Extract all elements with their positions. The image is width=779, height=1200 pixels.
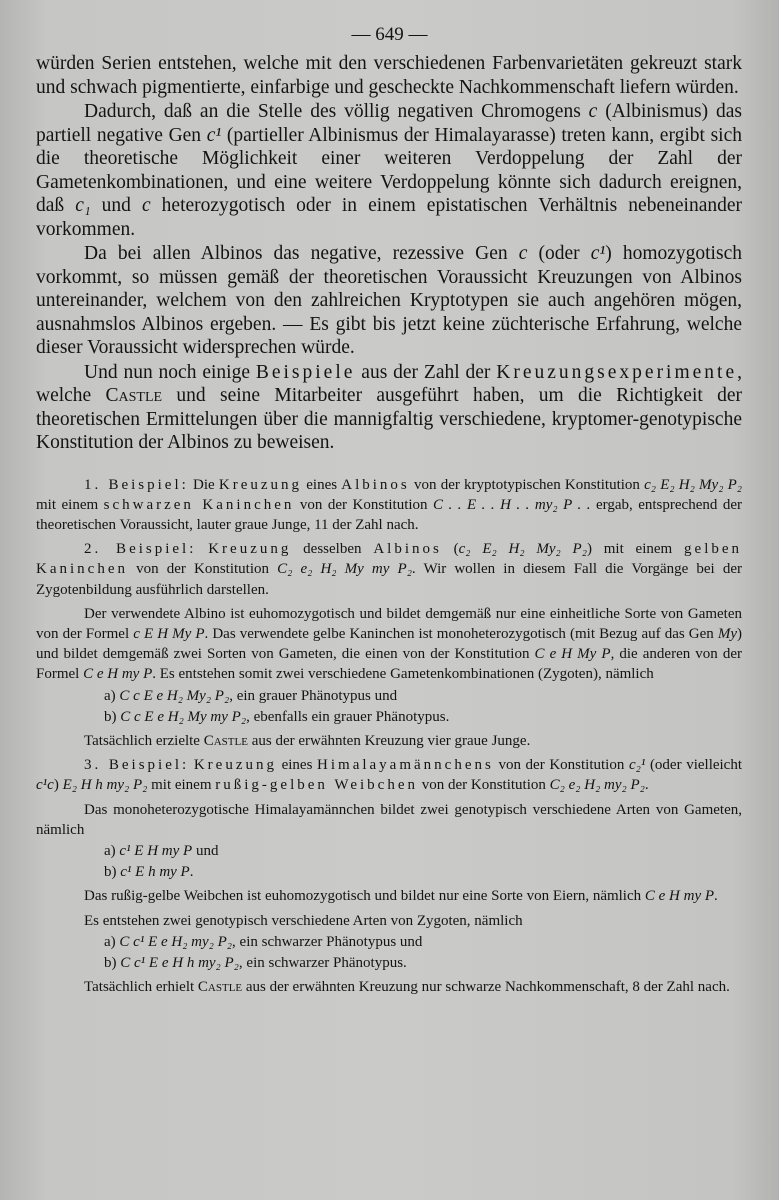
- item-label: b): [104, 708, 121, 725]
- text-run: von der Konstitution: [417, 777, 550, 794]
- spaced-emphasis: Himalayamännchens: [317, 757, 494, 774]
- text-run: von der kryptotypischen Konstitution: [409, 476, 645, 493]
- list-item: [36, 862, 742, 882]
- example-3-gametes: Das monoheterozygotische Himalayamännchen bildet zwei genotypisch verschiedene Arten von Gameten, nämlich: [36, 801, 742, 838]
- page-number: — 649 —: [351, 24, 428, 45]
- page-body: [36, 52, 742, 997]
- gene-symbol: c¹c: [36, 777, 54, 794]
- text-run: (partieller Albinismus der Himalayarasse) treten kann, ergibt sich die theoretische Möglichkeit einer weiteren Verdoppelung der Zahl der Gametenkombinationen, und eine weitere Verdoppelung könnte sich dadurch ereignen, daß: [36, 124, 742, 216]
- genotype-formula: c₂ E₂ H₂ My₂ P₂: [458, 541, 587, 558]
- text-run: Die: [188, 476, 219, 493]
- author-name: Castle: [197, 979, 243, 996]
- text-run: ergab, entsprechend der theoretischen Voraussicht, lauter graue Junge, 11 der Zahl nach.: [36, 496, 742, 533]
- text-run: (: [441, 541, 459, 558]
- text-run: ) homozygotisch vorkommt, so müssen gemäß der theoretischen Voraussicht Kreuzungen von Albinos untereinander, welchem von den zahlreichen Kryptotypen sie auch angehören mögen, ausnahmslos Albinos ergeben. — Es gibt bis jetzt keine züchterische Erfahrung, welche dieser Voraussicht widersprechen würde.: [36, 243, 742, 358]
- example-3-female: [36, 886, 742, 906]
- paragraph-1: würden Serien entstehen, welche mit den verschiedenen Farbenvarietäten gekreuzt stark und schwach pigmentierte, einfarbige und gescheckte Nachkommenschaft liefern würden.: [36, 53, 742, 98]
- example-label: 1. Beispiel:: [84, 476, 189, 493]
- text-run: mit einem: [147, 777, 216, 794]
- example-3-result: [36, 977, 742, 997]
- paragraph-3: [36, 242, 742, 360]
- gene-symbol: c: [588, 101, 598, 122]
- text-run: Und nun noch einige: [84, 361, 256, 383]
- genotype-formula: C e H my P: [644, 888, 715, 905]
- genotype-formula: C c E e H₂ My my P₂: [120, 708, 247, 725]
- example-3-zygotes: Es entstehen zwei genotypisch verschiedene Arten von Zygoten, nämlich: [84, 912, 523, 929]
- text-run: ): [53, 777, 63, 794]
- text-run: desselben: [291, 541, 374, 558]
- gene-symbol: My: [717, 625, 738, 642]
- genotype-formula: C . . E . . H . . my₂ P . .: [433, 496, 591, 513]
- text-run: und: [192, 842, 219, 859]
- text-run: .: [644, 777, 649, 794]
- example-2-gametes: [36, 604, 742, 685]
- list-item: [36, 707, 742, 727]
- gene-symbol: c¹: [590, 243, 606, 264]
- example-2-result: [36, 731, 742, 751]
- list-item: [36, 841, 742, 861]
- genotype-formula: C e H My P: [534, 646, 611, 663]
- text-run: Der verwendete Albino ist euhomozygotisch und bildet demgemäß nur eine einheitliche Sorte von Gameten von der Formel: [36, 605, 742, 642]
- text-run: mit einem: [36, 496, 104, 513]
- spaced-emphasis: Kreuzung: [208, 541, 292, 558]
- list-item: [36, 953, 742, 973]
- example-3: [36, 755, 742, 795]
- text-run: von der Konstitution: [127, 561, 278, 578]
- spaced-emphasis: schwarzen Kaninchen: [103, 496, 295, 513]
- item-label: a): [104, 687, 120, 704]
- text-run: , ein schwarzer Phänotypus.: [238, 954, 407, 971]
- gene-symbol: c₂¹: [628, 757, 646, 774]
- text-run: eines: [302, 476, 342, 493]
- author-name: Castle: [105, 385, 163, 406]
- text-run: , ein schwarzer Phänotypus und: [232, 933, 423, 950]
- example-label: 3. Beispiel:: [84, 757, 190, 774]
- text-run: heterozygotisch oder in einem epistatischen Verhältnis nebeneinander vorkommen.: [36, 195, 742, 240]
- text-run: Da bei allen Albinos das negative, rezessive Gen: [84, 243, 519, 264]
- text-run: (oder vielleicht: [645, 757, 743, 774]
- spaced-emphasis: Albinos: [373, 541, 442, 558]
- genotype-formula: C₂ e₂ H₂ my₂ P₂: [549, 777, 645, 794]
- text-run: Dadurch, daß an die Stelle des völlig negativen Chromogens: [84, 101, 589, 122]
- genotype-formula: C c¹ E e H h my₂ P₂: [120, 954, 239, 971]
- text-run: . Wir wollen in diesem Fall die Vorgänge bei der Zygotenbildung ausführlich darstellen.: [36, 561, 742, 598]
- text-run: ) und bildet demgemäß zwei Sorten von Gameten, die einen von der Konstitution: [36, 625, 743, 663]
- text-run: , ebenfalls ein grauer Phänotypus.: [246, 708, 450, 725]
- text-run: , welche: [36, 361, 742, 406]
- spaced-emphasis: Kreuzungsexperimente: [496, 361, 738, 383]
- gene-symbol: c¹: [206, 124, 222, 146]
- text-run: aus der erwähnten Kreuzung vier graue Junge.: [247, 732, 531, 749]
- genotype-formula: E₂ H h my₂ P₂: [62, 777, 148, 794]
- example-label: 2. Beispiel:: [84, 541, 197, 558]
- text-run: . Das verwendete gelbe Kaninchen ist monoheterozygotisch (mit Bezug auf das Gen: [204, 625, 718, 642]
- text-run: und: [90, 195, 142, 216]
- text-run: Tatsächlich erzielte: [84, 732, 204, 749]
- text-run: eines: [276, 757, 318, 774]
- paragraph-4: [36, 361, 742, 455]
- author-name: Castle: [203, 732, 248, 749]
- text-run: Tatsächlich erhielt: [84, 979, 198, 996]
- text-run: Das rußig-gelbe Weibchen ist euhomozygotisch und bildet nur eine Sorte von Eiern, nämlich: [84, 888, 645, 905]
- main-text: [36, 52, 742, 455]
- genotype-formula: C₂ e₂ H₂ My my P₂: [277, 561, 412, 578]
- text-run: .: [189, 864, 194, 881]
- gene-symbol: c: [518, 243, 528, 264]
- text-run: (Albinismus) das partiell negative Gen: [36, 101, 742, 146]
- text-run: aus der Zahl der: [355, 361, 497, 383]
- genotype-formula: c₂ E₂ H₂ My₂ P₂: [644, 476, 742, 493]
- text-run: [196, 541, 208, 557]
- list-item: [36, 686, 742, 706]
- text-run: (oder: [527, 243, 591, 264]
- list-item: [36, 932, 742, 952]
- spaced-emphasis: Beispiele: [255, 361, 356, 383]
- text-run: aus der erwähnten Kreuzung nur schwarze Nachkommenschaft, 8 der Zahl nach.: [242, 979, 730, 996]
- gene-symbol: c₁: [75, 195, 91, 216]
- item-label: a): [104, 933, 120, 950]
- genotype-formula: C c¹ E e H₂ my₂ P₂: [119, 933, 233, 950]
- spaced-emphasis: Kreuzung: [193, 757, 277, 774]
- text-run: , ein grauer Phänotypus und: [229, 687, 398, 704]
- genotype-formula: c¹ E h my P: [120, 864, 190, 881]
- examples-section: [36, 475, 742, 998]
- paragraph-2: [36, 100, 742, 241]
- text-run: und seine Mitarbeiter ausgeführt haben, um die Richtigkeit der theoretischen Ermittelungen über die mannigfaltig verschiedene, kryptomer-genotypische Konstitution der Albinos zu beweisen.: [36, 385, 742, 453]
- example-2: [36, 539, 742, 600]
- text-run: .: [714, 888, 718, 905]
- genotype-formula: c E H My P: [133, 625, 205, 642]
- genotype-formula: C c E e H₂ My₂ P₂: [119, 687, 230, 704]
- spaced-emphasis: rußig-gelben Weibchen: [215, 777, 418, 794]
- spaced-emphasis: Kreuzung: [218, 476, 303, 493]
- spaced-emphasis: gelben Kaninchen: [36, 541, 743, 578]
- text-run: von der Konstitution: [294, 496, 434, 513]
- genotype-formula: C e H my P: [83, 666, 153, 683]
- spaced-emphasis: Albinos: [341, 476, 410, 493]
- text-run: , die anderen von der Formel: [36, 646, 742, 683]
- text-run: von der Konstitution: [493, 757, 629, 774]
- genotype-formula: c¹ E H my P: [119, 842, 193, 859]
- gene-symbol: c: [141, 195, 151, 216]
- example-1: [36, 475, 742, 536]
- item-label: b): [104, 864, 121, 881]
- text-run: . Es entstehen somit zwei verschiedene Gametenkombinationen (Zygoten), nämlich: [152, 666, 654, 683]
- item-label: b): [104, 954, 121, 971]
- text-run: ) mit einem: [586, 541, 685, 558]
- item-label: a): [104, 842, 120, 859]
